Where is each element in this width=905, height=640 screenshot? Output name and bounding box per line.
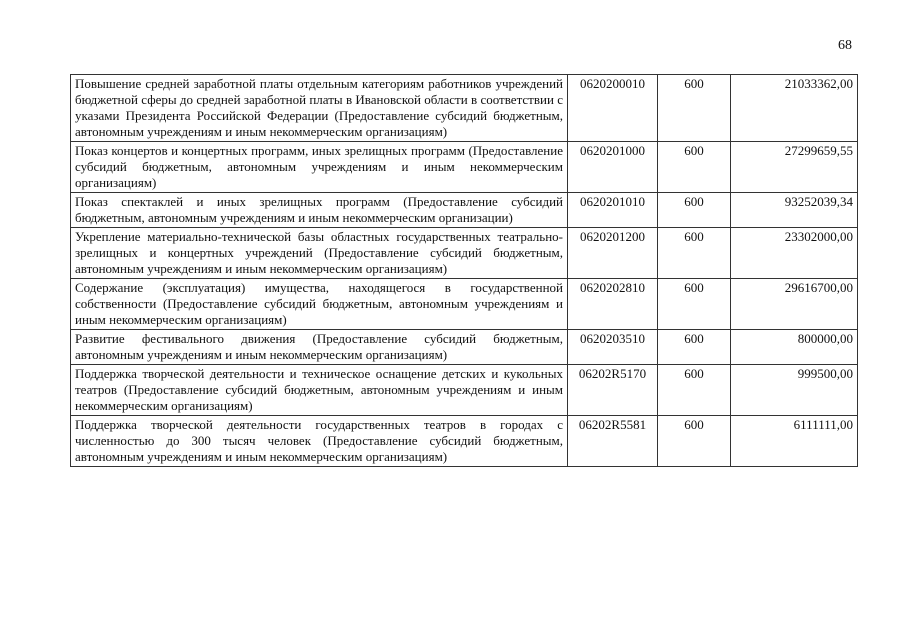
expense-kind-cell: 600 (658, 228, 731, 279)
target-code-cell: 0620201000 (568, 142, 658, 193)
target-code-cell: 0620200010 (568, 75, 658, 142)
target-code-cell: 0620201200 (568, 228, 658, 279)
expense-name-cell: Укрепление материально-технической базы областных государственных театрально-зрелищных и концертных учреждений (Предоставление субсидий бюджетным, автономным учреждениям и иным некоммерческим организациям) (71, 228, 568, 279)
amount-cell: 800000,00 (731, 330, 858, 365)
table-row (71, 330, 858, 365)
expense-name-cell: Развитие фестивального движения (Предоставление субсидий бюджетным, автономным учреждениям и иным некоммерческим организациям) (71, 330, 568, 365)
expense-name-cell: Поддержка творческой деятельности и техническое оснащение детских и кукольных театров (Предоставление субсидий бюджетным, автономным учреждениям и иным некоммерческим организациям) (71, 365, 568, 416)
expense-kind-cell: 600 (658, 416, 731, 467)
expense-kind-cell: 600 (658, 330, 731, 365)
table-row (71, 142, 858, 193)
target-code-cell: 0620201010 (568, 193, 658, 228)
amount-cell: 93252039,34 (731, 193, 858, 228)
expense-kind-cell: 600 (658, 193, 731, 228)
expense-kind-cell: 600 (658, 75, 731, 142)
table-row (71, 416, 858, 467)
expense-name-cell: Содержание (эксплуатация) имущества, находящегося в государственной собственности (Предоставление субсидий бюджетным, автономным учреждениям и иным некоммерческим организациям) (71, 279, 568, 330)
amount-cell: 999500,00 (731, 365, 858, 416)
expense-kind-cell: 600 (658, 142, 731, 193)
page-number: 68 (838, 38, 852, 53)
target-code-cell: 06202R5170 (568, 365, 658, 416)
table-row (71, 75, 858, 142)
amount-cell: 21033362,00 (731, 75, 858, 142)
amount-cell: 23302000,00 (731, 228, 858, 279)
expense-name-cell: Повышение средней заработной платы отдельным категориям работников учреждений бюджетной сферы до средней заработной платы в Ивановской области в соответствии с указами Президента Российской Федерации (Предоставление субсидий бюджетным, автономным учреждениям и иным некоммерческим организациям) (71, 75, 568, 142)
expense-kind-cell: 600 (658, 365, 731, 416)
target-code-cell: 0620203510 (568, 330, 658, 365)
budget-table (70, 74, 858, 467)
amount-cell: 6111111,00 (731, 416, 858, 467)
table-row (71, 193, 858, 228)
table-row (71, 365, 858, 416)
expense-name-cell: Поддержка творческой деятельности государственных театров в городах с численностью до 300 тысяч человек (Предоставление субсидий бюджетным, автономным учреждениям и иным некоммерческим организациям) (71, 416, 568, 467)
target-code-cell: 0620202810 (568, 279, 658, 330)
amount-cell: 27299659,55 (731, 142, 858, 193)
amount-cell: 29616700,00 (731, 279, 858, 330)
table-row (71, 279, 858, 330)
expense-kind-cell: 600 (658, 279, 731, 330)
table-row (71, 228, 858, 279)
expense-name-cell: Показ концертов и концертных программ, иных зрелищных программ (Предоставление субсидий бюджетным, автономным учреждениям и иным некоммерческим организациям) (71, 142, 568, 193)
expense-name-cell: Показ спектаклей и иных зрелищных программ (Предоставление субсидий бюджетным, автономным учреждениям и иным некоммерческим организации) (71, 193, 568, 228)
target-code-cell: 06202R5581 (568, 416, 658, 467)
